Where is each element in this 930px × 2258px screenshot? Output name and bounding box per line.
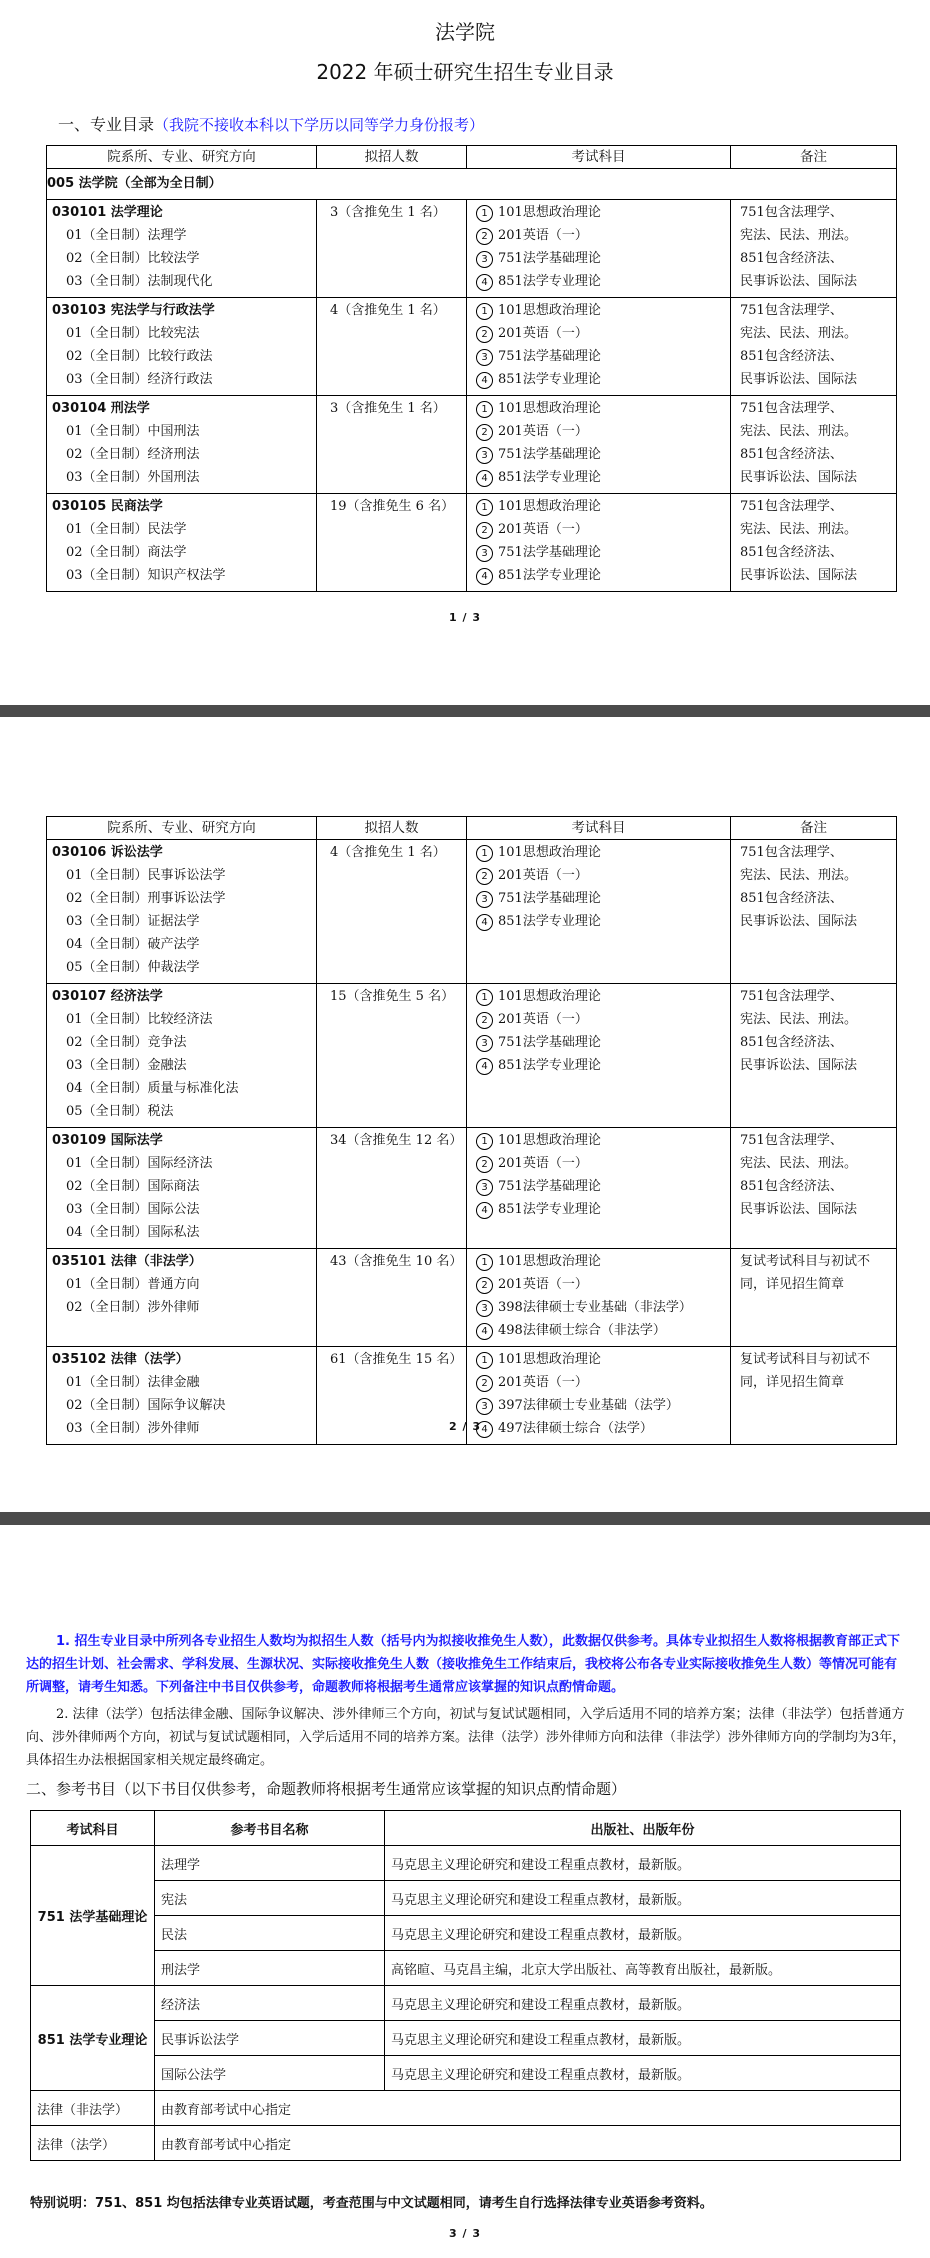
page-title: 法学院 — [435, 20, 495, 44]
exam-subject — [472, 397, 730, 420]
ref-designation: 由教育部考试中心指定 — [155, 2126, 901, 2161]
ref-publisher: 马克思主义理论研究和建设工程重点教材，最新版。 — [385, 1881, 901, 1916]
page-subtitle: 2022 年硕士研究生招生专业目录 — [316, 60, 614, 84]
remark-line: 751包含法理学、 — [740, 499, 843, 514]
remarks-cell — [731, 840, 897, 984]
remarks-cell — [731, 1249, 897, 1347]
exam-subject-label: 101思想政治理论 — [498, 205, 601, 220]
research-direction: 01（全日制）民事诉讼法学 — [66, 868, 226, 883]
page-1 — [0, 0, 930, 705]
circled-number-icon: 2 — [476, 1277, 493, 1294]
quota-cell — [317, 1249, 467, 1347]
ref-row — [31, 1881, 901, 1916]
enrollment-quota: 3（含推免生 1 名） — [330, 205, 446, 220]
remark-line: 宪法、民法、刑法。 — [740, 868, 858, 883]
ref-row — [31, 2056, 901, 2091]
exam-subject — [472, 1273, 730, 1296]
subjects-cell — [467, 1249, 731, 1347]
remark-line: 751包含法理学、 — [740, 205, 843, 220]
research-direction: 02（全日制）比较行政法 — [66, 349, 213, 364]
exam-subject-label: 101思想政治理论 — [498, 303, 601, 318]
major-cell — [47, 396, 317, 494]
quota-cell — [317, 396, 467, 494]
exam-subject — [472, 322, 730, 345]
exam-subject — [472, 1152, 730, 1175]
remark-line: 复试考试科目与初试不 — [740, 1254, 871, 1269]
exam-subject-label: 201英语（一） — [498, 1156, 588, 1171]
quota-cell — [317, 984, 467, 1128]
exam-subject-label: 201英语（一） — [498, 1277, 588, 1292]
remarks-cell — [731, 984, 897, 1128]
circled-number-icon: 2 — [476, 1375, 493, 1392]
exam-subject — [472, 443, 730, 466]
enrollment-quota: 19（含推免生 6 名） — [330, 499, 455, 514]
ref-book-name: 民事诉讼法学 — [155, 2021, 385, 2056]
reference-table — [30, 1810, 901, 2161]
special-note: 特别说明：751、851 均包括法律专业英语试题，考查范围与中文试题相同，请考生自行选择法律专业英语参考资料。 — [30, 2196, 713, 2211]
exam-subject — [472, 1054, 730, 1077]
header-remarks: 备注 — [731, 817, 897, 840]
exam-subject-label: 751法学基础理论 — [498, 545, 601, 560]
quota-cell — [317, 298, 467, 396]
circled-number-icon: 3 — [476, 1398, 493, 1415]
circled-number-icon: 4 — [476, 372, 493, 389]
remarks-cell — [731, 200, 897, 298]
department-row: 005 法学院（全部为全日制） — [47, 169, 897, 200]
quota-cell — [317, 840, 467, 984]
circled-number-icon: 3 — [476, 349, 493, 366]
circled-number-icon: 2 — [476, 522, 493, 539]
circled-number-icon: 3 — [476, 1300, 493, 1317]
page-number: 3 / 3 — [449, 2227, 481, 2240]
major-name: 035102 法律（法学） — [52, 1352, 189, 1367]
research-direction: 03（全日制）涉外律师 — [66, 1421, 200, 1436]
enrollment-quota: 61（含推免生 15 名） — [330, 1352, 463, 1367]
exam-subject-label: 101思想政治理论 — [498, 845, 601, 860]
catalog-table-page-1 — [46, 145, 897, 592]
circled-number-icon: 3 — [476, 545, 493, 562]
remark-line: 751包含法理学、 — [740, 1133, 843, 1148]
research-direction: 05（全日制）税法 — [66, 1104, 174, 1119]
exam-subject-label: 751法学基础理论 — [498, 1035, 601, 1050]
remarks-cell — [731, 1128, 897, 1249]
enrollment-quota: 15（含推免生 5 名） — [330, 989, 455, 1004]
header-major: 院系所、专业、研究方向 — [47, 146, 317, 169]
research-direction: 03（全日制）金融法 — [66, 1058, 187, 1073]
catalog-table-page-2 — [46, 816, 897, 1445]
ref-book-name: 宪法 — [155, 1881, 385, 1916]
major-name: 030109 国际法学 — [52, 1133, 163, 1148]
research-direction: 03（全日制）国际公法 — [66, 1202, 200, 1217]
section-1-note: （我院不接收本科以下学历以同等学力身份报考） — [154, 116, 485, 134]
ref-book-name: 民法 — [155, 1916, 385, 1951]
remark-line: 民事诉讼法、国际法 — [740, 470, 858, 485]
research-direction: 01（全日制）中国刑法 — [66, 424, 200, 439]
note-1: 1. 招生专业目录中所列各专业招生人数均为拟招生人数（括号内为拟接收推免生人数），此数据仅供参考。具体专业拟招生人数将根据教育部正式下达的招生计划、社会需求、学科发展、生源状况、实际接收推免生人数（接收推免生工作结束后，我校将公布各专业实际接收推免生人数）等情况可能有所调整，请考生知悉。下列备注中书目仅供参考，命题教师将根据考生通常应该掌握的知识点酌情命题。 — [26, 1634, 901, 1695]
research-direction: 04（全日制）国际私法 — [66, 1225, 200, 1240]
remark-line: 宪法、民法、刑法。 — [740, 1156, 858, 1171]
enrollment-quota: 4（含推免生 1 名） — [330, 303, 446, 318]
exam-subject-label: 201英语（一） — [498, 1375, 588, 1390]
exam-subject — [472, 541, 730, 564]
exam-subject-label: 497法律硕士综合（法学） — [498, 1421, 653, 1436]
major-cell — [47, 200, 317, 298]
quota-cell — [317, 494, 467, 592]
exam-subject-label: 201英语（一） — [498, 228, 588, 243]
remark-line: 民事诉讼法、国际法 — [740, 1202, 858, 1217]
research-direction: 01（全日制）民法学 — [66, 522, 187, 537]
page-separator — [0, 705, 930, 717]
ref-subject: 751 法学基础理论 — [31, 1846, 155, 1986]
subjects-cell — [467, 984, 731, 1128]
circled-number-icon: 1 — [476, 205, 493, 222]
ref-designation: 由教育部考试中心指定 — [155, 2091, 901, 2126]
ref-publisher: 马克思主义理论研究和建设工程重点教材，最新版。 — [385, 1986, 901, 2021]
remark-line: 宪法、民法、刑法。 — [740, 1012, 858, 1027]
remark-line: 751包含法理学、 — [740, 989, 843, 1004]
exam-subject — [472, 910, 730, 933]
research-direction: 05（全日制）仲裁法学 — [66, 960, 200, 975]
major-name: 035101 法律（非法学） — [52, 1254, 202, 1269]
exam-subject — [472, 299, 730, 322]
circled-number-icon: 3 — [476, 1035, 493, 1052]
exam-subject — [472, 1371, 730, 1394]
ref-publisher: 马克思主义理论研究和建设工程重点教材，最新版。 — [385, 2021, 901, 2056]
remark-line: 宪法、民法、刑法。 — [740, 522, 858, 537]
subjects-cell — [467, 840, 731, 984]
exam-subject-label: 851法学专业理论 — [498, 372, 601, 387]
ref-subject: 法律（法学） — [31, 2126, 155, 2161]
ref-row — [31, 1951, 901, 1986]
exam-subject — [472, 887, 730, 910]
exam-subject-label: 751法学基础理论 — [498, 891, 601, 906]
research-direction: 02（全日制）竞争法 — [66, 1035, 187, 1050]
ref-row — [31, 1916, 901, 1951]
ref-publisher: 马克思主义理论研究和建设工程重点教材，最新版。 — [385, 1846, 901, 1881]
page-separator — [0, 1512, 930, 1525]
research-direction: 03（全日制）经济行政法 — [66, 372, 213, 387]
ref-book-name: 经济法 — [155, 1986, 385, 2021]
remark-line: 851包含经济法、 — [740, 891, 843, 906]
circled-number-icon: 1 — [476, 1352, 493, 1369]
remark-line: 同，详见招生简章 — [740, 1277, 845, 1292]
exam-subject-label: 201英语（一） — [498, 522, 588, 537]
research-direction: 02（全日制）国际商法 — [66, 1179, 200, 1194]
circled-number-icon: 1 — [476, 401, 493, 418]
ref-header-subject: 考试科目 — [31, 1811, 155, 1846]
exam-subject — [472, 1031, 730, 1054]
subjects-cell — [467, 1128, 731, 1249]
research-direction: 04（全日制）质量与标准化法 — [66, 1081, 239, 1096]
major-row — [47, 494, 897, 592]
page-2 — [0, 717, 930, 1512]
research-direction: 03（全日制）知识产权法学 — [66, 568, 226, 583]
major-name: 030104 刑法学 — [52, 401, 150, 416]
exam-subject — [472, 985, 730, 1008]
exam-subject — [472, 841, 730, 864]
research-direction: 01（全日制）法律金融 — [66, 1375, 200, 1390]
ref-header-publisher: 出版社、出版年份 — [385, 1811, 901, 1846]
subjects-cell — [467, 494, 731, 592]
major-name: 030105 民商法学 — [52, 499, 163, 514]
exam-subject-label: 101思想政治理论 — [498, 1254, 601, 1269]
exam-subject — [472, 1198, 730, 1221]
exam-subject — [472, 345, 730, 368]
research-direction: 03（全日制）法制现代化 — [66, 274, 213, 289]
major-row — [47, 298, 897, 396]
exam-subject — [472, 495, 730, 518]
exam-subject-label: 201英语（一） — [498, 868, 588, 883]
exam-subject-label: 751法学基础理论 — [498, 251, 601, 266]
section-1-label: 一、专业目录 — [58, 115, 155, 134]
research-direction: 02（全日制）涉外律师 — [66, 1300, 200, 1315]
exam-subject — [472, 247, 730, 270]
exam-subject — [472, 1296, 730, 1319]
remark-line: 751包含法理学、 — [740, 401, 843, 416]
research-direction: 02（全日制）比较法学 — [66, 251, 200, 266]
circled-number-icon: 1 — [476, 303, 493, 320]
exam-subject-label: 851法学专业理论 — [498, 568, 601, 583]
major-name: 030103 宪法学与行政法学 — [52, 303, 215, 318]
research-direction: 01（全日制）比较经济法 — [66, 1012, 213, 1027]
remark-line: 民事诉讼法、国际法 — [740, 1058, 858, 1073]
circled-number-icon: 1 — [476, 499, 493, 516]
remarks-cell — [731, 494, 897, 592]
circled-number-icon: 3 — [476, 447, 493, 464]
ref-publisher: 高铭暄、马克昌主编，北京大学出版社、高等教育出版社，最新版。 — [385, 1951, 901, 1986]
ref-book-name: 国际公法学 — [155, 2056, 385, 2091]
major-cell — [47, 984, 317, 1128]
enrollment-quota: 4（含推免生 1 名） — [330, 845, 446, 860]
remark-line: 民事诉讼法、国际法 — [740, 274, 858, 289]
exam-subject-label: 101思想政治理论 — [498, 1133, 601, 1148]
exam-subject — [472, 1129, 730, 1152]
exam-subject-label: 398法律硕士专业基础（非法学） — [498, 1300, 692, 1315]
section-1-heading — [58, 112, 484, 135]
remark-line: 751包含法理学、 — [740, 303, 843, 318]
exam-subject-label: 101思想政治理论 — [498, 499, 601, 514]
exam-subject-label: 851法学专业理论 — [498, 274, 601, 289]
exam-subject-label: 101思想政治理论 — [498, 401, 601, 416]
remark-line: 851包含经济法、 — [740, 1179, 843, 1194]
page-3 — [0, 1525, 930, 2258]
remark-line: 民事诉讼法、国际法 — [740, 568, 858, 583]
circled-number-icon: 2 — [476, 228, 493, 245]
research-direction: 01（全日制）国际经济法 — [66, 1156, 213, 1171]
circled-number-icon: 2 — [476, 1156, 493, 1173]
circled-number-icon: 2 — [476, 868, 493, 885]
ref-row — [31, 2091, 901, 2126]
major-name: 030107 经济法学 — [52, 989, 163, 1004]
major-name: 030101 法学理论 — [52, 205, 163, 220]
major-row — [47, 396, 897, 494]
remark-line: 民事诉讼法、国际法 — [740, 372, 858, 387]
ref-book-name: 法理学 — [155, 1846, 385, 1881]
exam-subject-label: 101思想政治理论 — [498, 1352, 601, 1367]
exam-subject — [472, 1319, 730, 1342]
major-cell — [47, 298, 317, 396]
ref-publisher: 马克思主义理论研究和建设工程重点教材，最新版。 — [385, 1916, 901, 1951]
remark-line: 851包含经济法、 — [740, 545, 843, 560]
enrollment-quota: 3（含推免生 1 名） — [330, 401, 446, 416]
exam-subject — [472, 1175, 730, 1198]
exam-subject — [472, 368, 730, 391]
exam-subject-label: 751法学基础理论 — [498, 349, 601, 364]
subjects-cell — [467, 298, 731, 396]
exam-subject — [472, 1394, 730, 1417]
circled-number-icon: 4 — [476, 1058, 493, 1075]
section-2-heading: 二、参考书目（以下书目仅供参考，命题教师将根据考生通常应该掌握的知识点酌情命题） — [26, 1780, 627, 1798]
remark-line: 同，详见招生简章 — [740, 1375, 845, 1390]
exam-subject-label: 201英语（一） — [498, 424, 588, 439]
major-row — [47, 984, 897, 1128]
header-major: 院系所、专业、研究方向 — [47, 817, 317, 840]
major-cell — [47, 494, 317, 592]
header-subjects: 考试科目 — [467, 146, 731, 169]
exam-subject — [472, 224, 730, 247]
circled-number-icon: 1 — [476, 845, 493, 862]
ref-row — [31, 2126, 901, 2161]
remark-line: 宪法、民法、刑法。 — [740, 424, 858, 439]
research-direction: 01（全日制）比较宪法 — [66, 326, 200, 341]
research-direction: 02（全日制）商法学 — [66, 545, 187, 560]
remark-line: 851包含经济法、 — [740, 1035, 843, 1050]
exam-subject — [472, 1250, 730, 1273]
exam-subject — [472, 466, 730, 489]
ref-book-name: 刑法学 — [155, 1951, 385, 1986]
exam-subject-label: 101思想政治理论 — [498, 989, 601, 1004]
exam-subject-label: 498法律硕士综合（非法学） — [498, 1323, 666, 1338]
major-row — [47, 1128, 897, 1249]
ref-header-book: 参考书目名称 — [155, 1811, 385, 1846]
quota-cell — [317, 1128, 467, 1249]
circled-number-icon: 2 — [476, 1012, 493, 1029]
circled-number-icon: 1 — [476, 1254, 493, 1271]
header-quota: 拟招人数 — [317, 817, 467, 840]
research-direction: 01（全日制）法理学 — [66, 228, 187, 243]
exam-subject-label: 851法学专业理论 — [498, 914, 601, 929]
header-remarks: 备注 — [731, 146, 897, 169]
subjects-cell — [467, 396, 731, 494]
circled-number-icon: 3 — [476, 891, 493, 908]
major-cell — [47, 1128, 317, 1249]
exam-subject-label: 201英语（一） — [498, 1012, 588, 1027]
exam-subject — [472, 864, 730, 887]
exam-subject — [472, 420, 730, 443]
exam-subject-label: 751法学基础理论 — [498, 1179, 601, 1194]
header-subjects: 考试科目 — [467, 817, 731, 840]
note-2: 2. 法律（法学）包括法律金融、国际争议解决、涉外律师三个方向，初试与复试试题相同，入学后适用不同的培养方案；法律（非法学）包括普通方向、涉外律师两个方向，初试与复试试题相同，入学后适用不同的培养方案。法律（法学）涉外律师方向和法律（非法学）涉外律师方向的学制均为3年，具体招生办法根据国家相关规定最终确定。 — [26, 1707, 906, 1768]
major-cell — [47, 840, 317, 984]
page-number: 1 / 3 — [449, 611, 481, 624]
remark-line: 851包含经济法、 — [740, 447, 843, 462]
circled-number-icon: 3 — [476, 251, 493, 268]
major-row — [47, 840, 897, 984]
exam-subject-label: 851法学专业理论 — [498, 1202, 601, 1217]
circled-number-icon: 2 — [476, 326, 493, 343]
remarks-cell — [731, 298, 897, 396]
research-direction: 02（全日制）刑事诉讼法学 — [66, 891, 226, 906]
quota-cell — [317, 200, 467, 298]
remark-line: 851包含经济法、 — [740, 349, 843, 364]
circled-number-icon: 2 — [476, 424, 493, 441]
enrollment-quota: 34（含推免生 12 名） — [330, 1133, 463, 1148]
research-direction: 04（全日制）破产法学 — [66, 937, 200, 952]
exam-subject — [472, 201, 730, 224]
remark-line: 民事诉讼法、国际法 — [740, 914, 858, 929]
remark-line: 宪法、民法、刑法。 — [740, 228, 858, 243]
exam-subject — [472, 270, 730, 293]
research-direction: 01（全日制）普通方向 — [66, 1277, 200, 1292]
exam-subject-label: 851法学专业理论 — [498, 470, 601, 485]
ref-subject: 851 法学专业理论 — [31, 1986, 155, 2091]
research-direction: 02（全日制）国际争议解决 — [66, 1398, 226, 1413]
remark-line: 宪法、民法、刑法。 — [740, 326, 858, 341]
exam-subject — [472, 1348, 730, 1371]
major-cell — [47, 1249, 317, 1347]
subjects-cell — [467, 200, 731, 298]
circled-number-icon: 4 — [476, 274, 493, 291]
circled-number-icon: 1 — [476, 1133, 493, 1150]
exam-subject-label: 851法学专业理论 — [498, 1058, 601, 1073]
circled-number-icon: 4 — [476, 1202, 493, 1219]
major-name: 030106 诉讼法学 — [52, 845, 163, 860]
circled-number-icon: 1 — [476, 989, 493, 1006]
exam-subject — [472, 518, 730, 541]
exam-subject — [472, 564, 730, 587]
major-row — [47, 200, 897, 298]
ref-row — [31, 1986, 901, 2021]
exam-subject-label: 751法学基础理论 — [498, 447, 601, 462]
research-direction: 02（全日制）经济刑法 — [66, 447, 200, 462]
header-quota: 拟招人数 — [317, 146, 467, 169]
ref-publisher: 马克思主义理论研究和建设工程重点教材，最新版。 — [385, 2056, 901, 2091]
page-number: 2 / 3 — [449, 1420, 481, 1433]
remark-line: 851包含经济法、 — [740, 251, 843, 266]
circled-number-icon: 4 — [476, 470, 493, 487]
circled-number-icon: 4 — [476, 568, 493, 585]
research-direction: 03（全日制）外国刑法 — [66, 470, 200, 485]
ref-row — [31, 2021, 901, 2056]
circled-number-icon: 3 — [476, 1179, 493, 1196]
circled-number-icon: 4 — [476, 914, 493, 931]
circled-number-icon: 4 — [476, 1421, 493, 1438]
remarks-cell — [731, 396, 897, 494]
circled-number-icon: 4 — [476, 1323, 493, 1340]
exam-subject-label: 201英语（一） — [498, 326, 588, 341]
ref-subject: 法律（非法学） — [31, 2091, 155, 2126]
research-direction: 03（全日制）证据法学 — [66, 914, 200, 929]
exam-subject — [472, 1008, 730, 1031]
ref-row — [31, 1846, 901, 1881]
major-row — [47, 1249, 897, 1347]
enrollment-quota: 43（含推免生 10 名） — [330, 1254, 463, 1269]
remark-line: 751包含法理学、 — [740, 845, 843, 860]
exam-subject-label: 397法律硕士专业基础（法学） — [498, 1398, 679, 1413]
remark-line: 复试考试科目与初试不 — [740, 1352, 871, 1367]
